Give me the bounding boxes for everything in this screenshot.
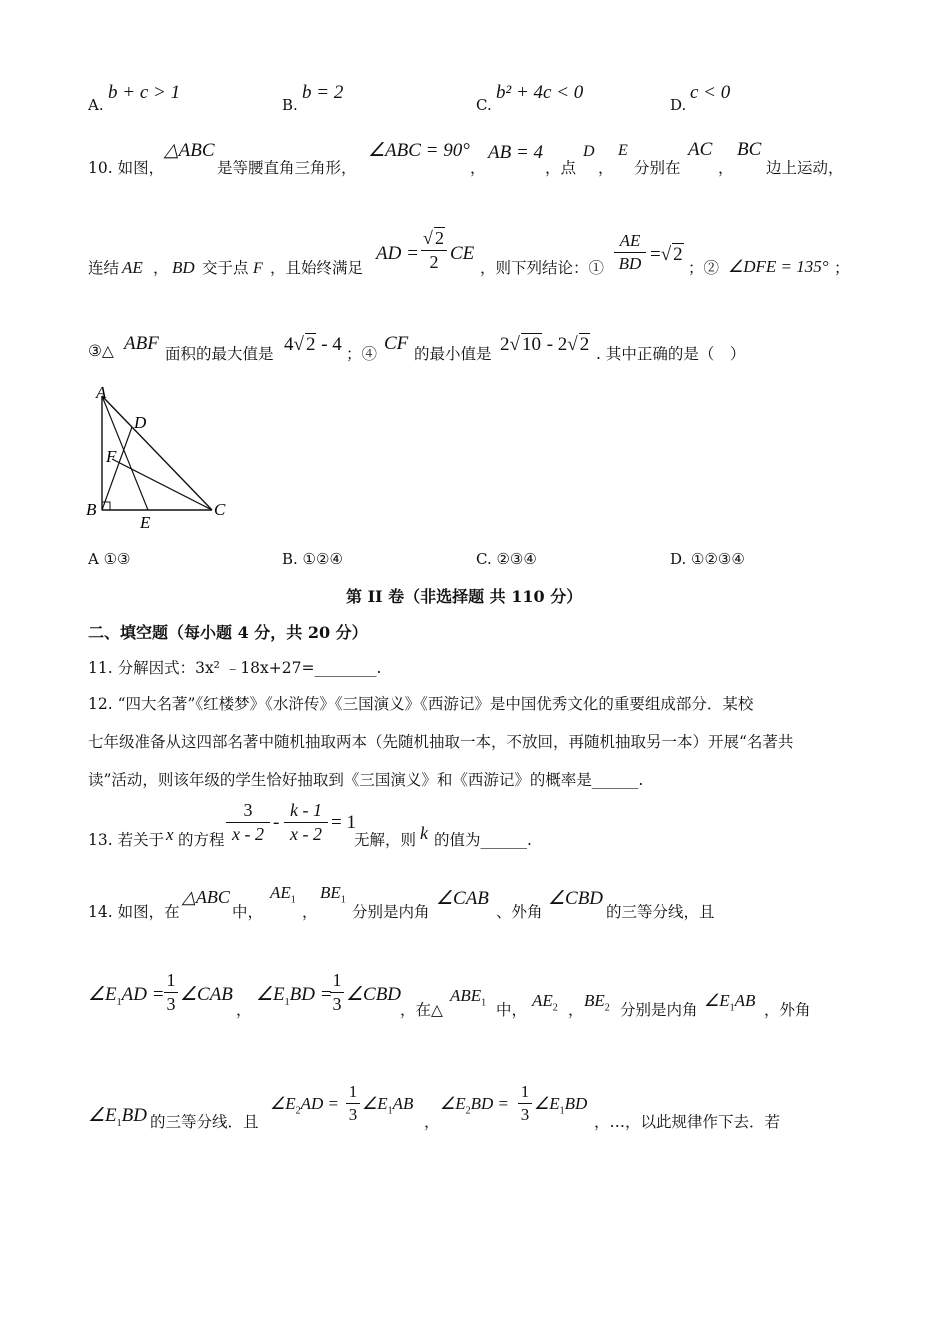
q14-l3-eq1: $\angle E_2AD$ = xyxy=(270,1094,340,1117)
q10-point-text: ，点 xyxy=(545,159,577,177)
q14-l2-eq2: $\angle E_1BD$ = xyxy=(256,984,333,1008)
q14-t3: 、外角 xyxy=(496,903,543,921)
q10-frac-num: AE xyxy=(619,231,641,250)
segment-bd xyxy=(102,427,132,510)
option-c-expr: b² + 4c < 0 xyxy=(496,82,584,103)
side-ac xyxy=(102,396,212,510)
q14-l2-t1: ，在△ xyxy=(400,1001,443,1019)
q13-minus: - xyxy=(273,812,280,833)
label-f: F xyxy=(106,447,117,466)
q10-e: E xyxy=(618,142,628,159)
q12-line-3: 读”活动，则该年级的学生恰好抽取到《三国演义》和《西游记》的概率是______. xyxy=(88,771,644,789)
q10-semi4: ；④ xyxy=(346,345,378,363)
q13-frac-1: 3 x - 2 xyxy=(226,800,270,845)
option-b-label: B. xyxy=(282,96,298,114)
q14-l2-comma: ， xyxy=(236,1001,252,1019)
q10-frac-ae-bd xyxy=(614,231,646,274)
q10-triangle-figure xyxy=(84,380,234,530)
q14-l3-t2: ，…，以此规律作下去．若 xyxy=(594,1113,781,1131)
q10-move-text: 边上运动， xyxy=(766,159,844,177)
q14-prefix: 14. 如图，在 xyxy=(88,903,180,921)
q14-l3-e1bd2: $\angle E_1BD$ xyxy=(534,1094,588,1117)
q10-semi2: ；② xyxy=(688,259,720,277)
q10-frac-den: BD xyxy=(618,254,642,273)
q14-l3-frac-2: 1 3 xyxy=(518,1082,532,1125)
q10-line3-text: ③△ xyxy=(88,342,114,360)
q10-option-b: B. ①②④ xyxy=(282,550,343,568)
q14-be1: $BE_1$ xyxy=(320,883,346,906)
q10-on-text: 分别在 xyxy=(634,159,681,177)
q13-x: x xyxy=(166,825,174,844)
q10-ce: CE xyxy=(450,243,475,264)
q10-cf: CF xyxy=(384,333,409,354)
q10-angle: ∠ABC = 90° xyxy=(368,140,470,161)
q13-frac-2: k - 1 x - 2 xyxy=(284,800,328,845)
q10-comma3: ， xyxy=(718,159,734,177)
q10-sqrt2: 2 xyxy=(434,228,444,248)
q10-option-a: A ①③ xyxy=(88,550,131,568)
q12-line-1: 12. “四大名著”《红楼梦》《水浒传》《三国演义》《西游记》是中国优秀文化的重要组成部分．某校 xyxy=(88,695,754,713)
q10-bd: BD xyxy=(172,258,195,277)
label-a: A xyxy=(96,383,107,402)
q14-e1ab: $\angle E_1AB$ xyxy=(704,991,756,1014)
option-c-label: C. xyxy=(476,96,492,114)
option-d-expr: c < 0 xyxy=(690,82,731,103)
section-title: 第 II 卷（非选择题 共 110 分） xyxy=(346,587,583,606)
option-a-label: A. xyxy=(88,96,104,114)
q14-cab: ∠CAB xyxy=(436,888,489,909)
q10-d: D xyxy=(583,143,595,160)
q10-frac-sqrt2-over-2: √ 2 2 xyxy=(421,227,447,273)
q10-number: 10. 如图， xyxy=(88,159,165,177)
q14-l2-frac-1: 1 3 xyxy=(164,970,178,1015)
q14-comma: ， xyxy=(302,903,318,921)
label-d: D xyxy=(134,413,147,432)
q10-end-text: . 其中正确的是（ ） xyxy=(596,345,746,363)
q10-two: 2 xyxy=(429,252,439,272)
q14-l2-cab: ∠CAB xyxy=(180,984,233,1005)
q14-ae2: $AE_2$ xyxy=(532,991,558,1014)
q10-intersect-text: 交于点 xyxy=(202,259,249,277)
q13-eq: = 1 xyxy=(331,812,356,833)
q13-k: k xyxy=(420,823,428,843)
q14-l2-eq1: $\angle E_1AD$ = xyxy=(88,984,165,1008)
q10-triangle: △ABC xyxy=(164,140,215,161)
q10-comma2: ， xyxy=(598,159,614,177)
q14-t4: 的三等分线，且 xyxy=(606,903,715,921)
q13-suffix-1: 无解，则 xyxy=(354,831,417,849)
q10-ac: AC xyxy=(688,139,713,160)
q10-area-text: 面积的最大值是 xyxy=(165,345,274,363)
q14-cbd: ∠CBD xyxy=(548,888,604,909)
option-a-expr: b + c > 1 xyxy=(108,82,181,103)
question-11: 11. 分解因式：3x² ﹣18x+27=________. xyxy=(88,659,382,677)
q10-conclusion-text: ，则下列结论：① xyxy=(480,259,605,277)
q10-option-c: C. ②③④ xyxy=(476,550,537,568)
q14-t2: 分别是内角 xyxy=(352,903,430,921)
q10-eq-sqrt2: =√ 2 xyxy=(650,244,683,265)
q10-semi-end: ； xyxy=(834,259,850,277)
option-b-expr: b = 2 xyxy=(302,82,344,103)
q14-l3-t1: 的三等分线．且 xyxy=(150,1113,259,1131)
q14-l2-comma2: ， xyxy=(568,1001,584,1019)
label-b: B xyxy=(86,500,97,519)
q14-l2-t3: 分别是内角 xyxy=(620,1001,698,1019)
q12-line-2: 七年级准备从这四部名著中随机抽取两本（先随机抽取一本，不放回，再随机抽取另一本）开展“名著共 xyxy=(88,733,794,751)
q14-l2-frac-2: 1 3 xyxy=(330,970,344,1015)
part-two-heading: 二、填空题（每小题 4 分，共 20 分） xyxy=(88,623,368,642)
q10-option-d: D. ①②③④ xyxy=(670,550,745,568)
q10-text-1: 是等腰直角三角形， xyxy=(217,159,357,177)
q13-suffix-2: 的值为______. xyxy=(434,831,532,849)
q14-l2-t2: 中， xyxy=(496,1001,528,1019)
label-c: C xyxy=(214,500,226,519)
q13-mid: 的方程 xyxy=(178,831,225,849)
q14-l3-frac-1: 1 3 xyxy=(346,1082,360,1125)
q14-triangle: △ABC xyxy=(182,887,230,907)
q10-dfe: ∠DFE = 135° xyxy=(728,257,829,276)
q10-comma: ， xyxy=(470,159,486,177)
q10-comma4: ， xyxy=(153,259,169,277)
q14-be2: $BE_2$ xyxy=(584,991,610,1014)
q10-f: F xyxy=(253,260,263,277)
q10-line2-text: 连结 xyxy=(88,259,120,277)
q14-l2-cbd: ∠CBD xyxy=(346,984,402,1005)
option-d-label: D. xyxy=(670,96,687,114)
q10-abf: ABF xyxy=(124,333,159,354)
q14-l2-t4: ，外角 xyxy=(764,1001,811,1019)
q10-ae: AE xyxy=(122,258,143,277)
q14-l3-comma: ， xyxy=(424,1113,440,1131)
q10-bc: BC xyxy=(737,139,762,160)
q13-prefix: 13. 若关于 xyxy=(88,831,165,849)
q14-t1: 中， xyxy=(232,903,264,921)
q10-min-value: 2√ 10 - 2√ 2 xyxy=(500,334,590,355)
label-e: E xyxy=(140,513,151,530)
q10-ab: AB = 4 xyxy=(488,142,544,163)
q14-l3-e1bd: $\angle E_1BD$ xyxy=(88,1105,147,1129)
q14-ae1: $AE_1$ xyxy=(270,883,296,906)
segment-fc xyxy=(112,459,212,510)
q14-l3-e1ab: $\angle E_1AB$ xyxy=(362,1094,414,1117)
q10-area-value: 4√ 2 - 4 xyxy=(284,334,342,355)
q10-min-text: 的最小值是 xyxy=(414,345,492,363)
q10-satisfy-text: ，且始终满足 xyxy=(270,259,364,277)
q14-l3-eq2: $\angle E_2BD$ = xyxy=(440,1094,510,1117)
q14-l2-abe1: $ABE_1$ xyxy=(450,986,487,1009)
q10-ad-eq: AD = xyxy=(376,243,419,264)
